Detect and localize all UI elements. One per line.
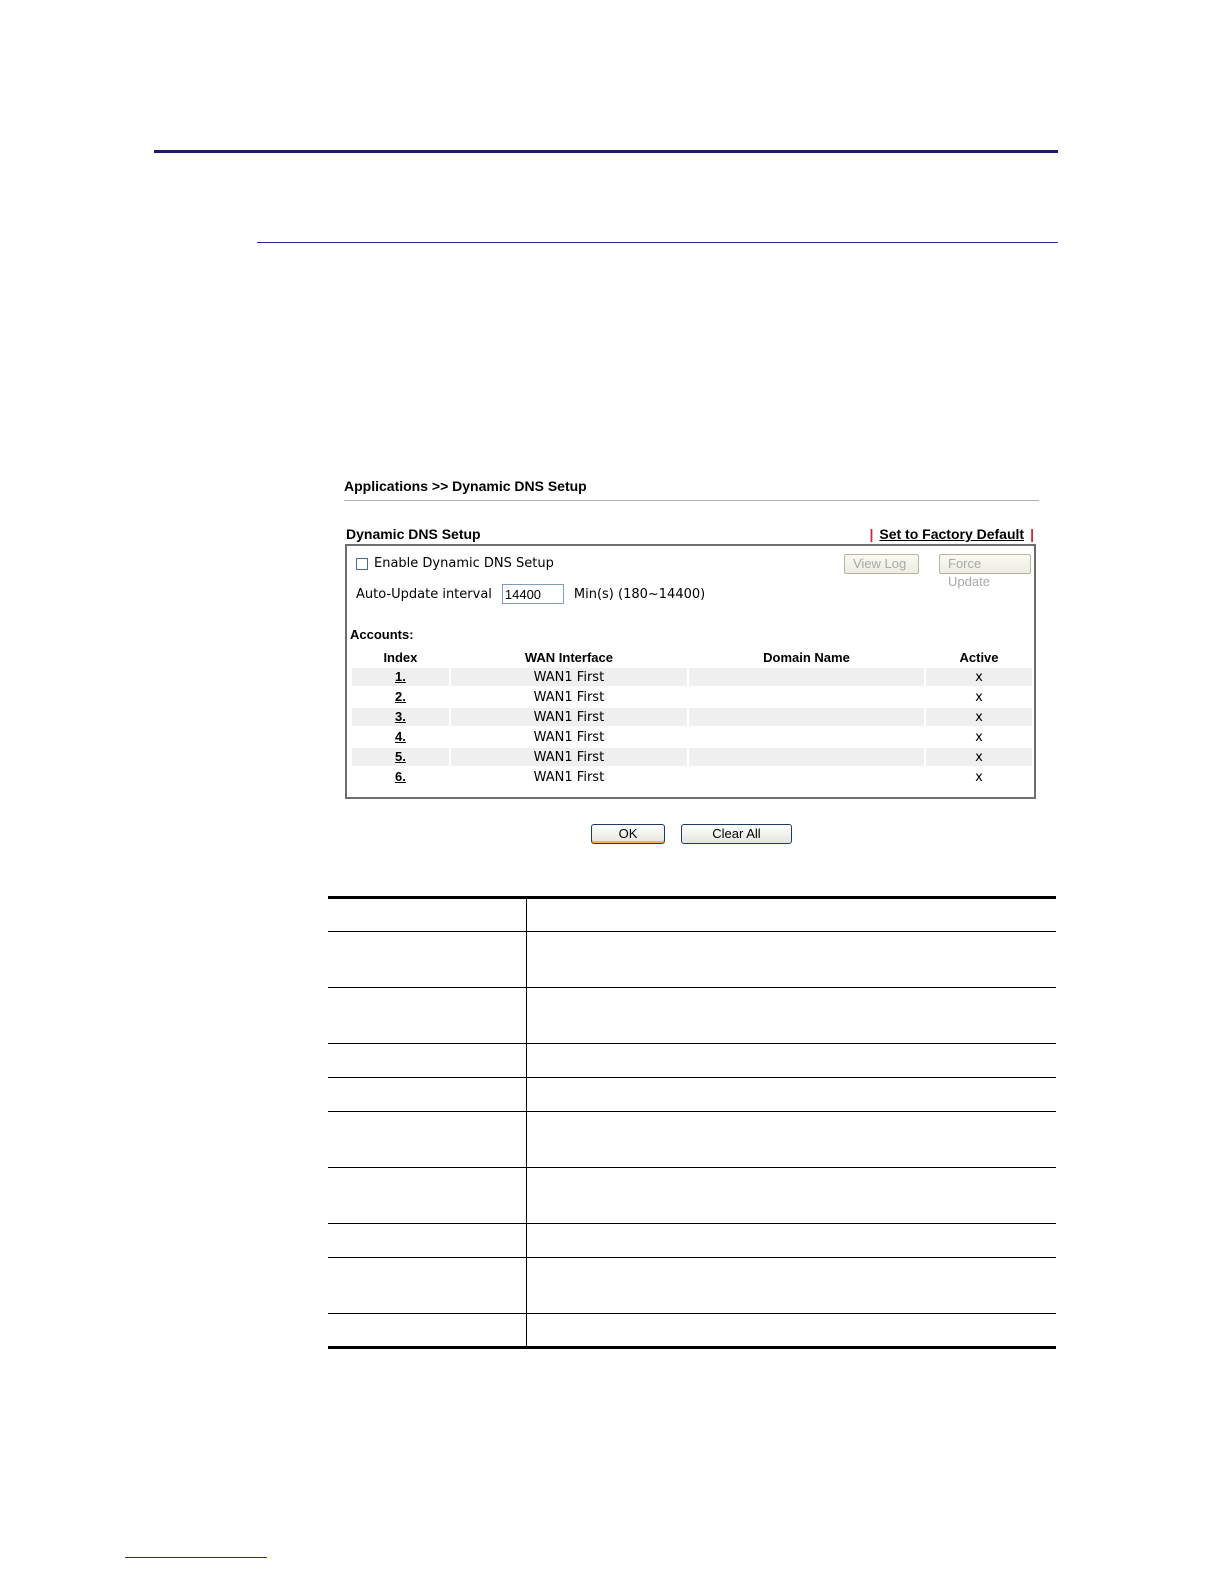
account-index-link[interactable]: 6. [395, 769, 406, 784]
wan-cell: WAN1 First [533, 689, 605, 705]
active-cell: x [926, 708, 1032, 726]
table-row [352, 668, 1032, 686]
breadcrumb-divider [344, 500, 1039, 501]
factory-default-area [863, 526, 1040, 542]
domain-cell [689, 688, 924, 706]
interval-unit: Min(s) (180~14400) [573, 586, 706, 602]
table-row [352, 728, 1032, 746]
domain-cell [689, 728, 924, 746]
domain-cell [689, 668, 924, 686]
wan-cell: WAN1 First [451, 708, 687, 726]
table-row [328, 1112, 1056, 1168]
accounts-label: Accounts: [350, 627, 414, 642]
col-domain: Domain Name [763, 649, 850, 665]
domain-cell [689, 748, 924, 766]
accounts-table [350, 646, 1034, 788]
col-active: Active [959, 649, 999, 665]
description-table [328, 896, 1056, 1349]
interval-label: Auto-Update interval [356, 586, 492, 602]
header-rule [154, 150, 1058, 153]
table-row [328, 988, 1056, 1044]
active-cell: x [975, 729, 983, 745]
enable-row [356, 556, 554, 571]
force-update-button[interactable]: Force Update [939, 554, 1031, 574]
account-index-link[interactable]: 2. [395, 689, 406, 704]
clear-all-button[interactable]: Clear All [681, 824, 792, 844]
table-row [328, 1258, 1056, 1314]
ddns-panel [345, 544, 1036, 799]
domain-cell [689, 708, 924, 726]
account-index-link[interactable]: 3. [395, 709, 406, 724]
table-row [328, 1168, 1056, 1224]
table-row [352, 748, 1032, 766]
enable-ddns-checkbox[interactable] [356, 558, 368, 570]
account-index-link[interactable]: 1. [395, 669, 406, 684]
table-row [352, 688, 1032, 706]
col-wan: WAN Interface [524, 649, 613, 665]
table-row [328, 1078, 1056, 1112]
active-cell: x [926, 748, 1032, 766]
page-title: Dynamic DNS Setup [346, 526, 481, 542]
enable-ddns-label: Enable Dynamic DNS Setup [374, 556, 554, 571]
table-row [328, 932, 1056, 988]
interval-input[interactable] [502, 584, 564, 604]
wan-cell: WAN1 First [451, 668, 687, 686]
separator-right: | [1030, 526, 1034, 542]
view-log-button[interactable]: View Log [844, 554, 919, 574]
table-row [328, 1224, 1056, 1258]
footer-rule [125, 1557, 267, 1558]
col-index: Index [383, 649, 418, 665]
domain-cell [689, 768, 924, 786]
breadcrumb: Applications >> Dynamic DNS Setup [344, 478, 587, 494]
active-cell: x [975, 769, 983, 785]
factory-default-link[interactable]: Set to Factory Default [879, 526, 1025, 542]
active-cell: x [926, 668, 1032, 686]
separator-left: | [869, 526, 874, 542]
router-screenshot [340, 470, 1044, 850]
table-row [352, 708, 1032, 726]
table-row [328, 898, 1056, 932]
account-index-link[interactable]: 4. [395, 729, 406, 744]
table-row [328, 1314, 1056, 1348]
active-cell: x [975, 689, 983, 705]
wan-cell: WAN1 First [451, 748, 687, 766]
ok-button[interactable]: OK [591, 824, 665, 844]
table-row [352, 768, 1032, 786]
table-row [328, 1044, 1056, 1078]
account-index-link[interactable]: 5. [395, 749, 406, 764]
interval-row [356, 584, 705, 604]
section-rule [257, 242, 1058, 243]
wan-cell: WAN1 First [533, 769, 605, 785]
wan-cell: WAN1 First [533, 729, 605, 745]
